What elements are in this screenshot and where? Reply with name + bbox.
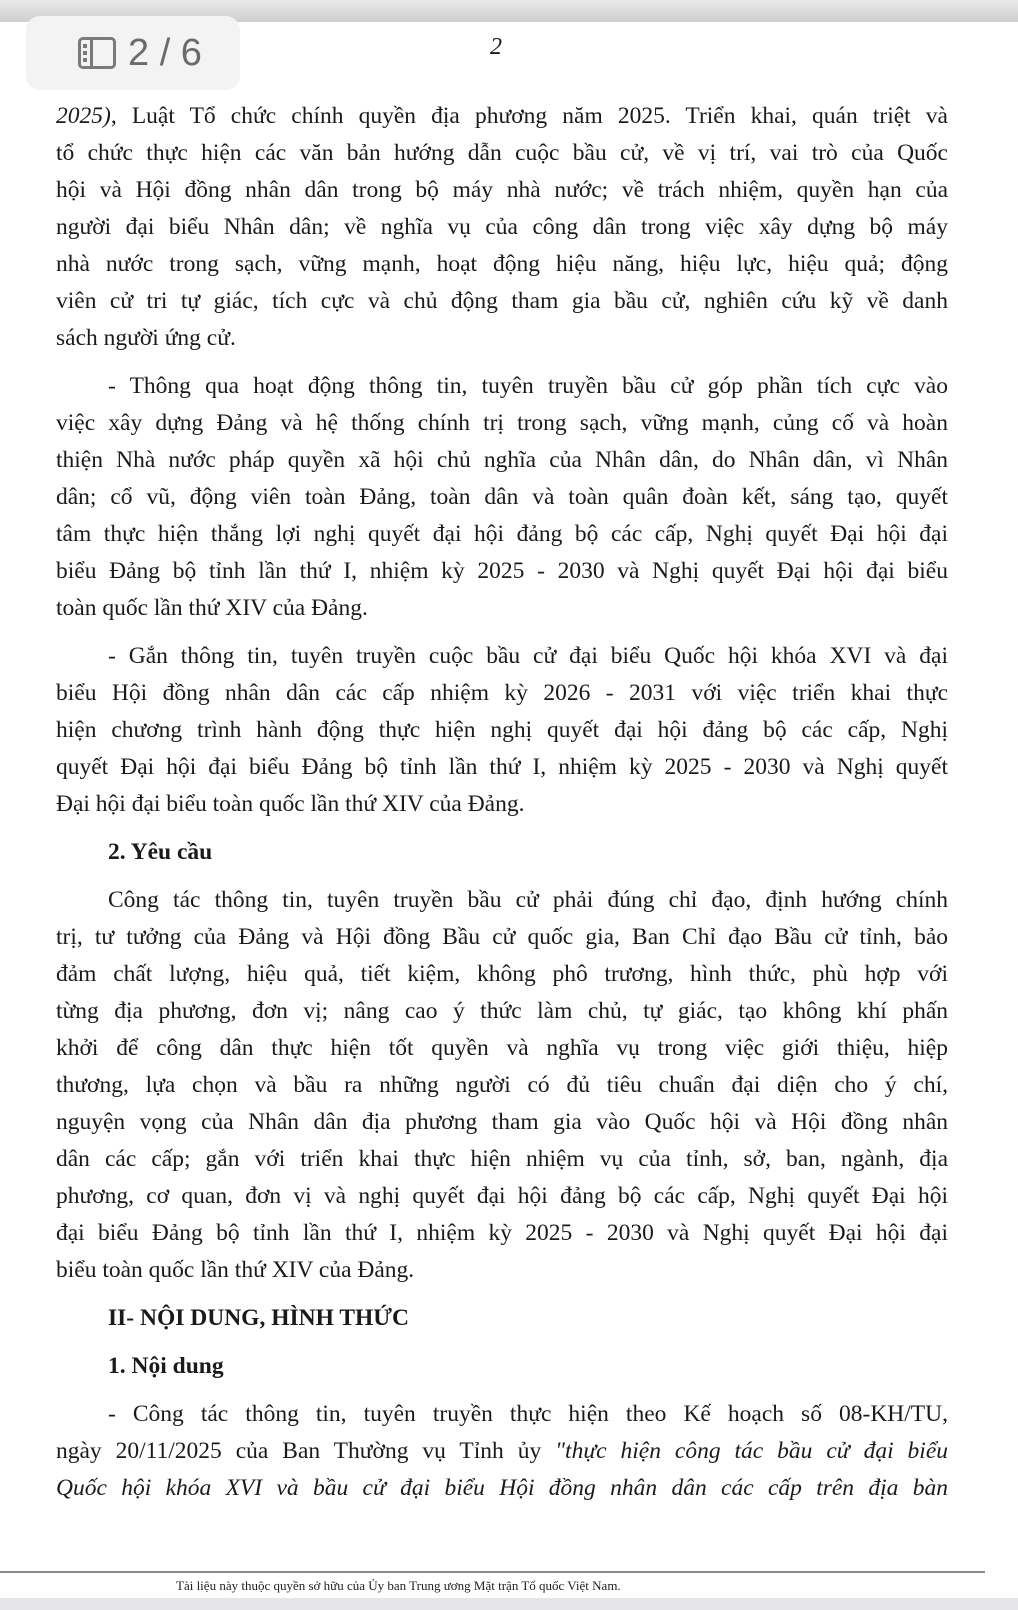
text-line [56,368,948,405]
text-line [56,638,948,675]
text-segment: khởi để công dân thực hiện tốt quyền và nghĩa vụ trong việc giới thiệu, hiệp [56,1035,948,1061]
text-segment: 2025) [56,103,111,129]
text-line [56,1300,948,1337]
text-line [56,1141,948,1178]
text-line [56,135,948,172]
text-line [56,1104,948,1141]
text-line [56,786,948,823]
text-line [56,320,948,357]
text-line [56,405,948,442]
text-line [56,246,948,283]
page-indicator-button[interactable] [26,16,240,90]
document-page-number: 2 [490,34,502,60]
text-line [56,1433,948,1470]
text-segment: đảm chất lượng, hiệu quả, tiết kiệm, không phô trương, hình thức, phù hợp với [56,961,948,987]
text-line [56,919,948,956]
text-segment: II- NỘI DUNG, HÌNH THỨC [108,1305,409,1331]
text-segment: - Công tác thông tin, tuyên truyền thực hiện theo Kế hoạch số 08-KH/TU, [108,1401,948,1427]
text-segment: nhà nước trong sạch, vững mạnh, hoạt động hiệu năng, hiệu lực, hiệu quả; động [56,251,948,277]
text-segment: biểu Đảng bộ tỉnh lần thứ I, nhiệm kỳ 2025 - 2030 và Nghị quyết Đại hội đại biểu [56,558,948,584]
text-segment: dân; cổ vũ, động viên toàn Đảng, toàn dân và toàn quân đoàn kết, sáng tạo, quyết [56,484,948,510]
text-segment: biểu Hội đồng nhân dân các cấp nhiệm kỳ 2026 - 2031 với việc triển khai thực [56,680,948,706]
text-line [56,1178,948,1215]
text-segment: từng địa phương, đơn vị; nâng cao ý thức làm chủ, tự giác, tạo không khí phấn [56,998,948,1024]
text-segment: tổ chức thực hiện các văn bản hướng dẫn cuộc bầu cử, về vị trí, vai trò của Quốc [56,140,948,166]
text-line [56,1252,948,1289]
paragraph [56,98,948,357]
text-segment: thương, lựa chọn và bầu ra những người có đủ tiêu chuẩn đại diện cho ý chí, [56,1072,948,1098]
section-heading [56,1300,948,1337]
text-segment: 2. Yêu cầu [108,839,213,865]
text-segment: Đại hội đại biểu toàn quốc lần thứ XIV của Đảng. [56,791,525,817]
text-line [56,1396,948,1433]
text-line [56,834,948,871]
text-segment: thiện Nhà nước pháp quyền xã hội chủ nghĩa của Nhân dân, do Nhân dân, vì Nhân [56,447,948,473]
text-line [56,956,948,993]
paragraph [56,638,948,823]
text-line [56,1030,948,1067]
text-segment: 1. Nội dung [108,1353,224,1379]
section-heading [56,834,948,871]
text-line [56,712,948,749]
text-segment: hội và Hội đồng nhân dân trong bộ máy nhà nước; về trách nhiệm, quyền hạn của [56,177,948,203]
text-segment: toàn quốc lần thứ XIV của Đảng. [56,595,368,621]
text-segment: đại biểu Đảng bộ tỉnh lần thứ I, nhiệm kỳ 2025 - 2030 và Nghị quyết Đại hội đại [56,1220,948,1246]
footer-copyright: Tài liệu này thuộc quyền sở hữu của Ủy ban Trung ương Mặt trận Tổ quốc Việt Nam. [176,1578,621,1593]
text-line [56,1067,948,1104]
text-segment: Công tác thông tin, tuyên truyền bầu cử phải đúng chỉ đạo, định hướng chính [108,887,948,913]
text-line [56,553,948,590]
text-segment: Quốc hội khóa XVI và bầu cử đại biểu Hội đồng nhân dân các cấp trên địa bàn [56,1475,948,1501]
footer-divider [0,1571,985,1573]
text-segment: quyết Đại hội đại biểu Đảng bộ tỉnh lần thứ I, nhiệm kỳ 2025 - 2030 và Nghị quyết [56,754,948,780]
text-line [56,590,948,627]
text-segment: - Gắn thông tin, tuyên truyền cuộc bầu cử đại biểu Quốc hội khóa XVI và đại [108,643,948,669]
paragraph [56,368,948,627]
text-line [56,993,948,1030]
paragraph [56,1396,948,1507]
text-segment: dân các cấp; gắn với triển khai thực hiện nhiệm vụ của tỉnh, sở, ban, ngành, địa [56,1146,948,1172]
viewer-bottom-bar [0,1598,1018,1610]
text-line [56,882,948,919]
text-line [56,516,948,553]
sidebar-panel-icon [78,37,116,69]
text-segment: biểu toàn quốc lần thứ XIV của Đảng. [56,1257,415,1283]
text-segment: nguyện vọng của Nhân dân địa phương tham gia vào Quốc hội và Hội đồng nhân [56,1109,948,1135]
text-line [56,98,948,135]
text-line [56,749,948,786]
text-segment: "thực hiện công tác bầu cử đại biểu [555,1438,948,1464]
text-segment: phương, cơ quan, đơn vị và nghị quyết đại hội đảng bộ các cấp, Nghị quyết Đại hội [56,1183,948,1209]
text-line [56,172,948,209]
text-segment: trị, tư tưởng của Đảng và Hội đồng Bầu cử quốc gia, Ban Chỉ đạo Bầu cử tỉnh, bảo [56,924,948,950]
text-segment: sách người ứng cử. [56,325,236,351]
text-line [56,675,948,712]
text-line [56,1348,948,1385]
text-segment: viên cử tri tự giác, tích cực và chủ động tham gia bầu cử, nghiên cứu kỹ về danh [56,288,948,314]
text-segment: việc xây dựng Đảng và hệ thống chính trị trong sạch, vững mạnh, củng cố và hoàn [56,410,948,436]
text-segment: người đại biểu Nhân dân; về nghĩa vụ của công dân trong việc xây dựng bộ máy [56,214,948,240]
text-line [56,283,948,320]
page-indicator-text: 2 / 6 [128,31,202,74]
text-line [56,479,948,516]
document-body [56,98,948,1507]
text-line [56,1470,948,1507]
text-segment: ngày 20/11/2025 của Ban Thường vụ Tỉnh ủy [56,1438,556,1464]
paragraph [56,882,948,1289]
text-line [56,209,948,246]
text-segment: , Luật Tổ chức chính quyền địa phương năm 2025. Triển khai, quán triệt và [110,103,948,129]
text-segment: tâm thực hiện thắng lợi nghị quyết đại hội đảng bộ các cấp, Nghị quyết Đại hội đại [56,521,948,547]
text-line [56,442,948,479]
text-segment: hiện chương trình hành động thực hiện nghị quyết đại hội đảng bộ các cấp, Nghị [56,717,948,743]
text-line [56,1215,948,1252]
text-segment: - Thông qua hoạt động thông tin, tuyên truyền bầu cử góp phần tích cực vào [108,373,948,399]
section-heading [56,1348,948,1385]
